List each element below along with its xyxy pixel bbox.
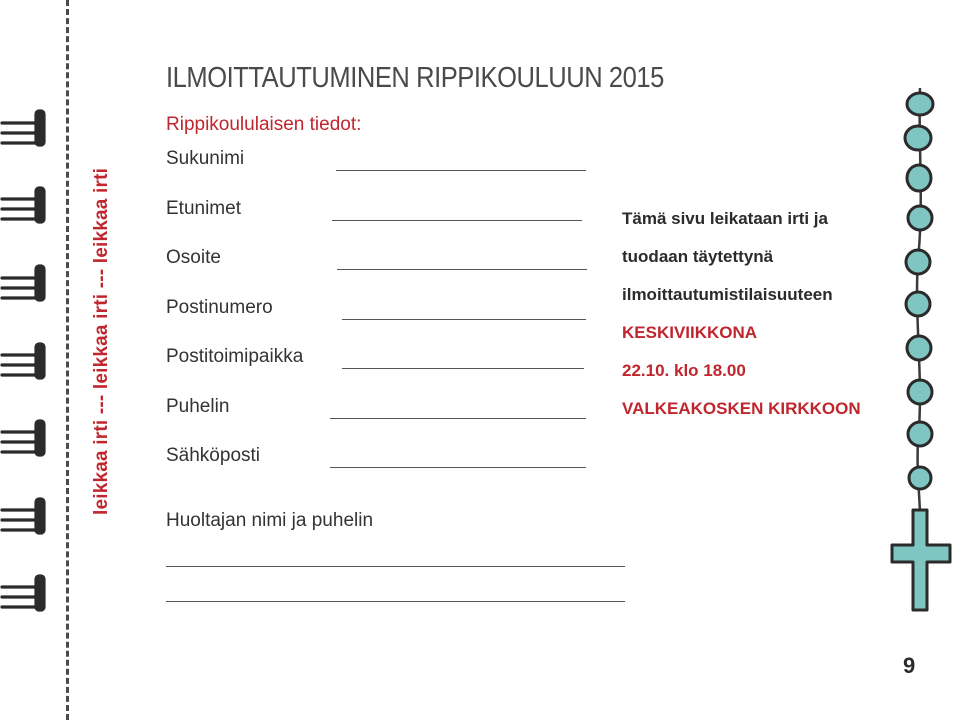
fill-in-line[interactable] — [330, 467, 586, 468]
rosary-bead — [908, 206, 932, 230]
rosary-bead — [907, 336, 931, 360]
binding-ring-icon — [2, 188, 44, 222]
page-title: ILMOITTAUTUMINEN RIPPIKOULUUN 2015 — [166, 62, 664, 94]
binding-ring-icon — [2, 421, 44, 455]
spiral-binding — [0, 0, 60, 720]
cut-line — [66, 0, 69, 720]
rosary-bead — [907, 165, 931, 191]
field-label: Osoite — [166, 247, 221, 268]
fill-in-line[interactable] — [332, 220, 582, 221]
rosary-bead — [907, 93, 933, 115]
fill-in-line[interactable] — [337, 269, 587, 270]
info-day: KESKIVIIKKONA — [622, 323, 758, 342]
form-field-postinumero[interactable] — [166, 297, 596, 347]
fill-in-line[interactable] — [330, 418, 586, 419]
guardian-fill-line-1[interactable] — [166, 566, 625, 567]
form-field-puhelin[interactable] — [166, 396, 596, 446]
field-label: Sukunimi — [166, 148, 245, 169]
rosary-bead — [905, 126, 931, 150]
rosary-cross-icon — [880, 80, 960, 640]
rosary-bead — [908, 422, 932, 446]
fill-in-line[interactable] — [342, 319, 586, 320]
field-label: Sähköposti — [166, 445, 261, 466]
rosary-bead — [906, 292, 930, 316]
info-place: VALKEAKOSKEN KIRKKOON — [622, 399, 861, 418]
fill-in-line[interactable] — [342, 368, 584, 369]
binding-ring-icon — [2, 111, 44, 145]
info-box — [622, 208, 861, 436]
binding-ring-icon — [2, 576, 44, 610]
info-time: 22.10. klo 18.00 — [622, 361, 746, 380]
form-field-osoite[interactable] — [166, 247, 596, 297]
rosary-bead — [908, 380, 932, 404]
field-label: Postinumero — [166, 296, 273, 318]
cut-here-text: leikkaa irti --- leikkaa irti --- leikkaa irti — [91, 167, 112, 515]
form-field-etunimet[interactable] — [166, 198, 596, 248]
info-text: tuodaan täytettynä — [622, 247, 774, 266]
form-field-sahkoposti[interactable] — [166, 445, 596, 495]
form-field-sukunimi[interactable] — [166, 148, 596, 198]
binding-ring-icon — [2, 266, 44, 300]
field-label: Puhelin — [166, 395, 230, 417]
guardian-fill-line-2[interactable] — [166, 601, 625, 602]
registration-form — [166, 148, 596, 495]
info-text: Tämä sivu leikataan irti ja — [622, 209, 828, 228]
field-label: Etunimet — [166, 197, 241, 219]
section-subtitle: Rippikoululaisen tiedot: — [166, 114, 362, 135]
binding-ring-icon — [2, 344, 44, 378]
fill-in-line[interactable] — [336, 170, 586, 171]
page-number: 9 — [903, 653, 916, 678]
cross-shape — [892, 510, 950, 610]
rosary-bead — [906, 250, 930, 274]
binding-ring-icon — [2, 499, 44, 533]
guardian-label: Huoltajan nimi ja puhelin — [166, 510, 374, 531]
form-field-postitoimipaikka[interactable] — [166, 346, 596, 396]
info-text: ilmoittautumistilaisuuteen — [622, 285, 833, 304]
field-label: Postitoimipaikka — [166, 346, 304, 367]
rosary-bead — [909, 467, 931, 489]
